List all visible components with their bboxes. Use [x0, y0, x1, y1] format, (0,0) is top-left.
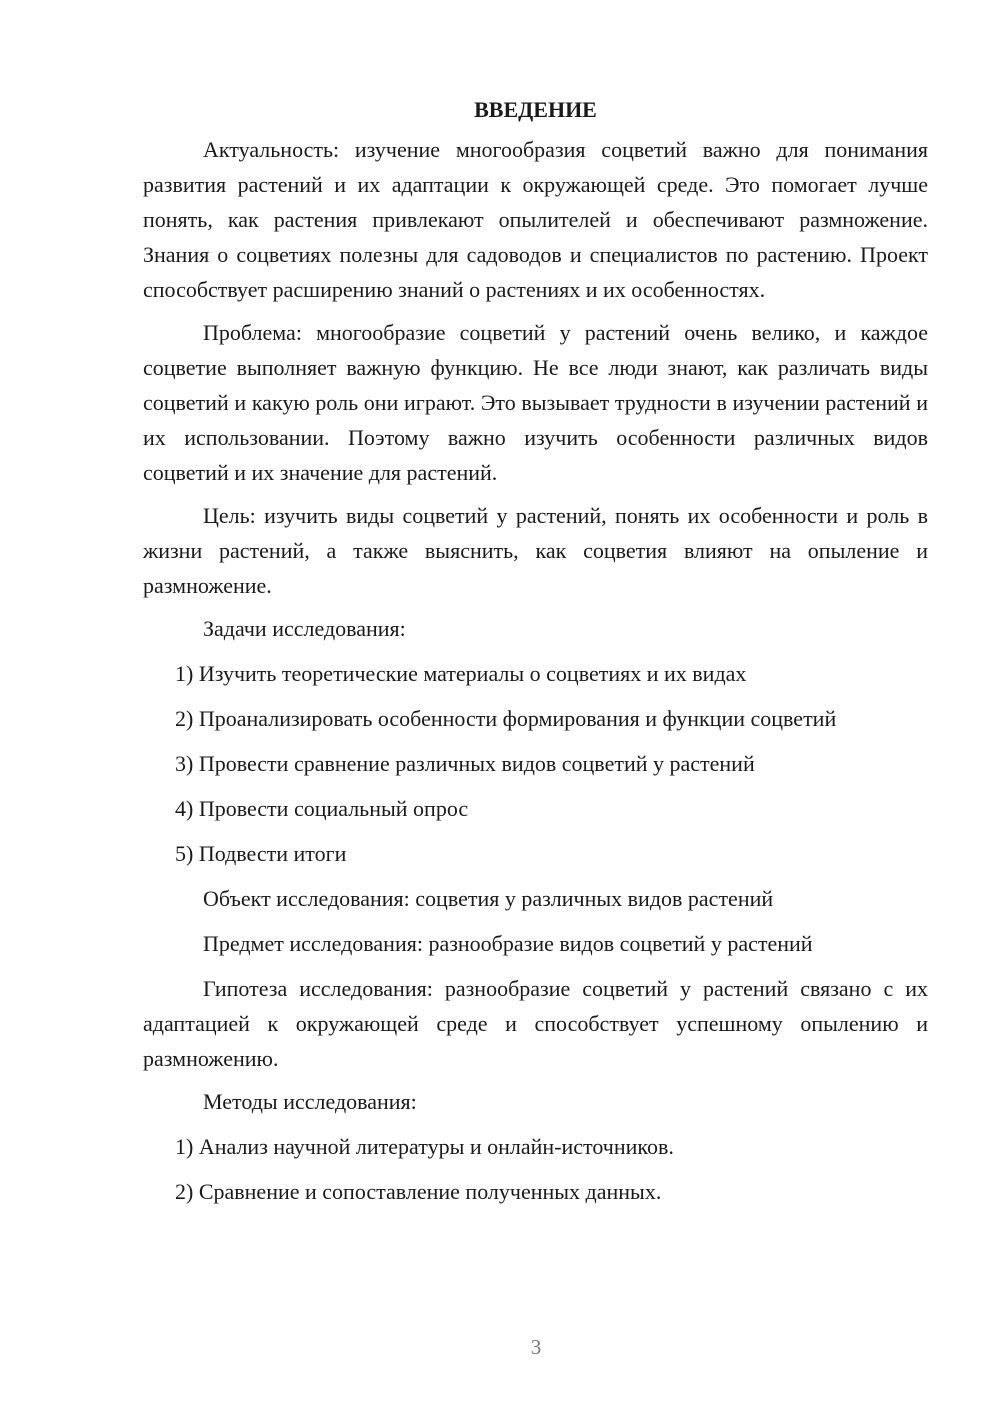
relevance-paragraph: Актуальность: изучение многообразия соцветий важно для понимания развития растений и их адаптации к окружающей среде. Это помогает лучше понять, как растения привлекают опылителей и обеспечивают размножение. Знания о соцветиях полезны для садоводов и специалистов по растению. Проект способствует расширению знаний о растениях и их особенностях.	[143, 137, 928, 302]
page-number: 3	[530, 1335, 542, 1359]
page-title: ВВЕДЕНИЕ	[474, 97, 597, 122]
hypothesis-paragraph: Гипотеза исследования: разнообразие соцветий у растений связано с их адаптацией к окружающей среде и способствует успешному опылению и размножению.	[143, 976, 928, 1071]
research-object: Объект исследования: соцветия у различных видов растений	[203, 886, 774, 911]
tasks-heading: Задачи исследования:	[203, 616, 406, 641]
document-page	[143, 92, 928, 1219]
method-item-2: 2) Сравнение и сопоставление полученных данных.	[175, 1179, 662, 1204]
goal-paragraph: Цель: изучить виды соцветий у растений, понять их особенности и роль в жизни растений, а также выяснить, как соцветия влияют на опыление и размножение.	[143, 503, 928, 598]
task-item-2: 2) Проанализировать особенности формирования и функции соцветий	[175, 706, 837, 731]
task-item-1: 1) Изучить теоретические материалы о соцветиях и их видах	[175, 661, 747, 686]
method-item-1: 1) Анализ научной литературы и онлайн-источников.	[175, 1134, 674, 1159]
task-item-3: 3) Провести сравнение различных видов соцветий у растений	[175, 751, 755, 776]
methods-heading: Методы исследования:	[203, 1089, 417, 1114]
research-subject: Предмет исследования: разнообразие видов соцветий у растений	[203, 931, 813, 956]
task-item-5: 5) Подвести итоги	[175, 841, 347, 866]
task-item-4: 4) Провести социальный опрос	[175, 796, 469, 821]
problem-paragraph: Проблема: многообразие соцветий у растений очень велико, и каждое соцветие выполняет важную функцию. Не все люди знают, как различать виды соцветий и какую роль они играют. Это вызывает трудности в изучении растений и их использовании. Поэтому важно изучить особенности различных видов соцветий и их значение для растений.	[143, 320, 928, 485]
